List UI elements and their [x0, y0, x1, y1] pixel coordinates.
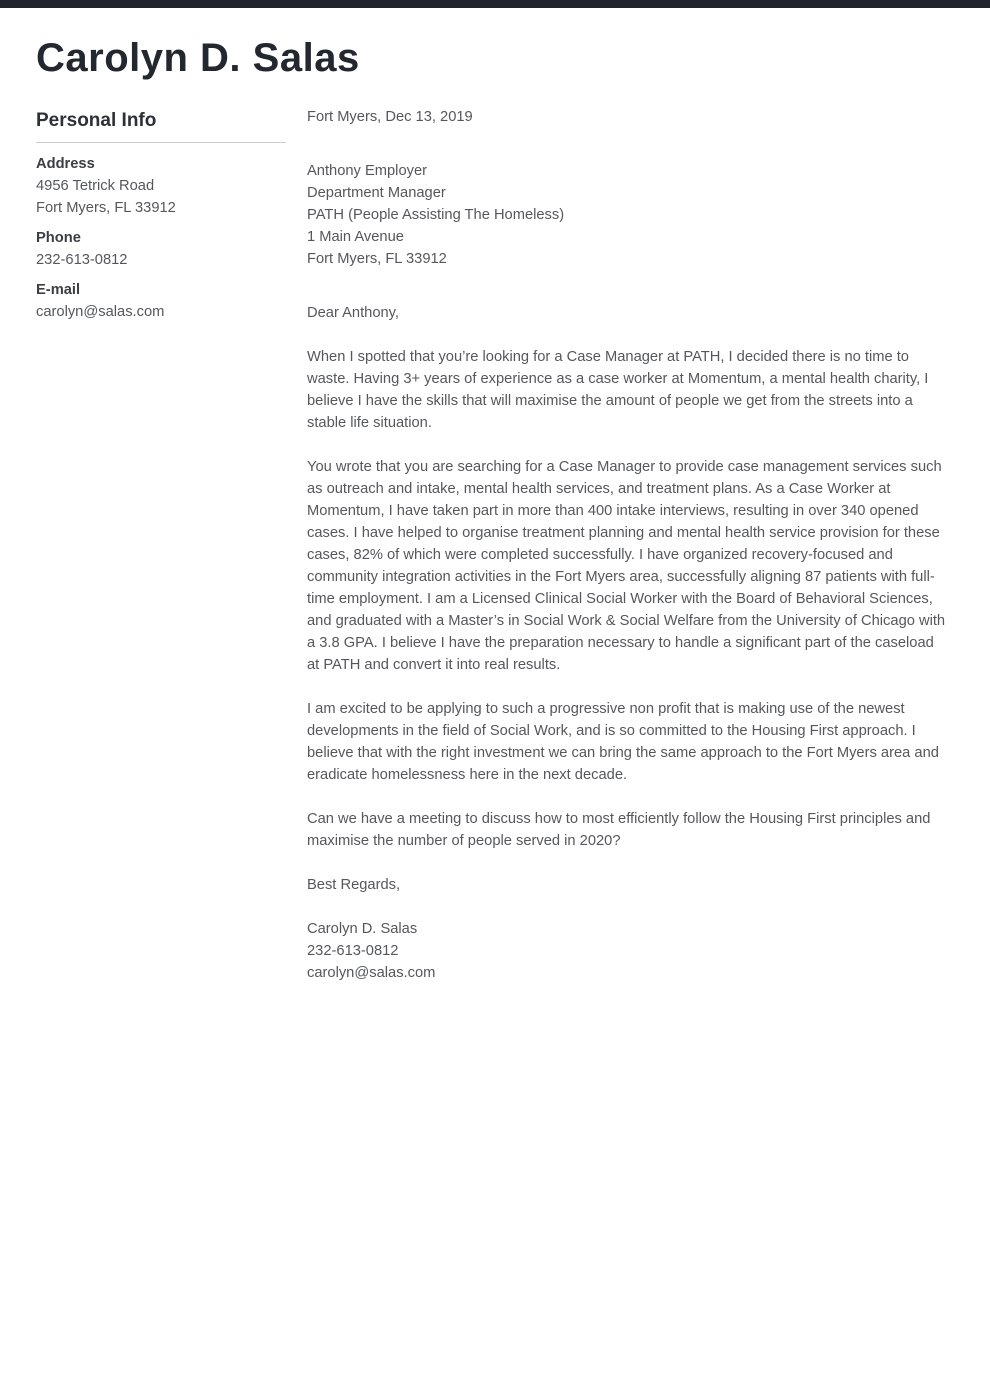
phone-label: Phone — [36, 230, 81, 246]
signature-email: carolyn@salas.com — [307, 965, 436, 981]
email-group — [36, 279, 286, 323]
top-accent-bar — [0, 0, 990, 8]
sidebar-divider — [36, 142, 286, 143]
paragraph-call-to-action: Can we have a meeting to discuss how to most efficiently follow the Housing First principles and maximise the number of people served in 2020? — [307, 811, 931, 849]
content-columns — [0, 106, 990, 984]
personal-info-heading: Personal Info — [36, 110, 157, 131]
recipient-title: Department Manager — [307, 185, 446, 201]
address-line-1: 4956 Tetrick Road — [36, 178, 155, 194]
recipient-name: Anthony Employer — [307, 163, 428, 179]
recipient-street: 1 Main Avenue — [307, 229, 404, 245]
letter-date: Fort Myers, Dec 13, 2019 — [307, 109, 473, 125]
signature-phone: 232-613-0812 — [307, 943, 399, 959]
personal-info-sidebar — [36, 106, 286, 323]
address-line-2: Fort Myers, FL 33912 — [36, 200, 176, 216]
recipient-block — [307, 160, 950, 270]
salutation: Dear Anthony, — [307, 305, 399, 321]
address-group — [36, 153, 286, 219]
signature-name: Carolyn D. Salas — [307, 921, 418, 937]
applicant-name-title: Carolyn D. Salas — [36, 36, 360, 80]
paragraph-experience: You wrote that you are searching for a Case Manager to provide case management services such as outreach and intake, mental health services, and treatment plans. As a Case Worker at Momentum, I have taken part in more than 400 intake interviews, resulting in over 340 opened cases. I have helped to organise treatment planning and mental health service provision for these cases, 82% of which were completed successfully. I have organized recovery-focused and community integration activities in the Fort Myers area, successfully aligning 87 patients with full-time employment. I am a Licensed Clinical Social Worker with the Board of Behavioral Sciences, and graduated with a Master’s in Social Work & Social Welfare from the University of Chicago with a 3.8 GPA. I believe I have the preparation necessary to handle a significant part of the caseload at PATH and convert it into real results. — [307, 459, 946, 673]
phone-value: 232-613-0812 — [36, 252, 128, 268]
paragraph-motivation: I am excited to be applying to such a progressive non profit that is making use of the newest developments in the field of Social Work, and is so committed to the Housing First approach. I believe that with the right investment we can bring the same approach to the Fort Myers area and eradicate homelessness here in the next decade. — [307, 701, 939, 783]
letter-body — [307, 106, 950, 984]
address-label: Address — [36, 156, 95, 172]
closing-line: Best Regards, — [307, 877, 401, 893]
email-value: carolyn@salas.com — [36, 304, 165, 320]
phone-group — [36, 227, 286, 271]
email-label: E-mail — [36, 282, 81, 298]
signature-block — [307, 918, 950, 984]
recipient-city: Fort Myers, FL 33912 — [307, 251, 447, 267]
paragraph-intro: When I spotted that you’re looking for a Case Manager at PATH, I decided there is no time to waste. Having 3+ years of experience as a case worker at Momentum, a mental health charity, I believe I have the skills that will maximise the amount of people we get from the streets into a stable life situation. — [307, 349, 929, 431]
recipient-company: PATH (People Assisting The Homeless) — [307, 207, 565, 223]
